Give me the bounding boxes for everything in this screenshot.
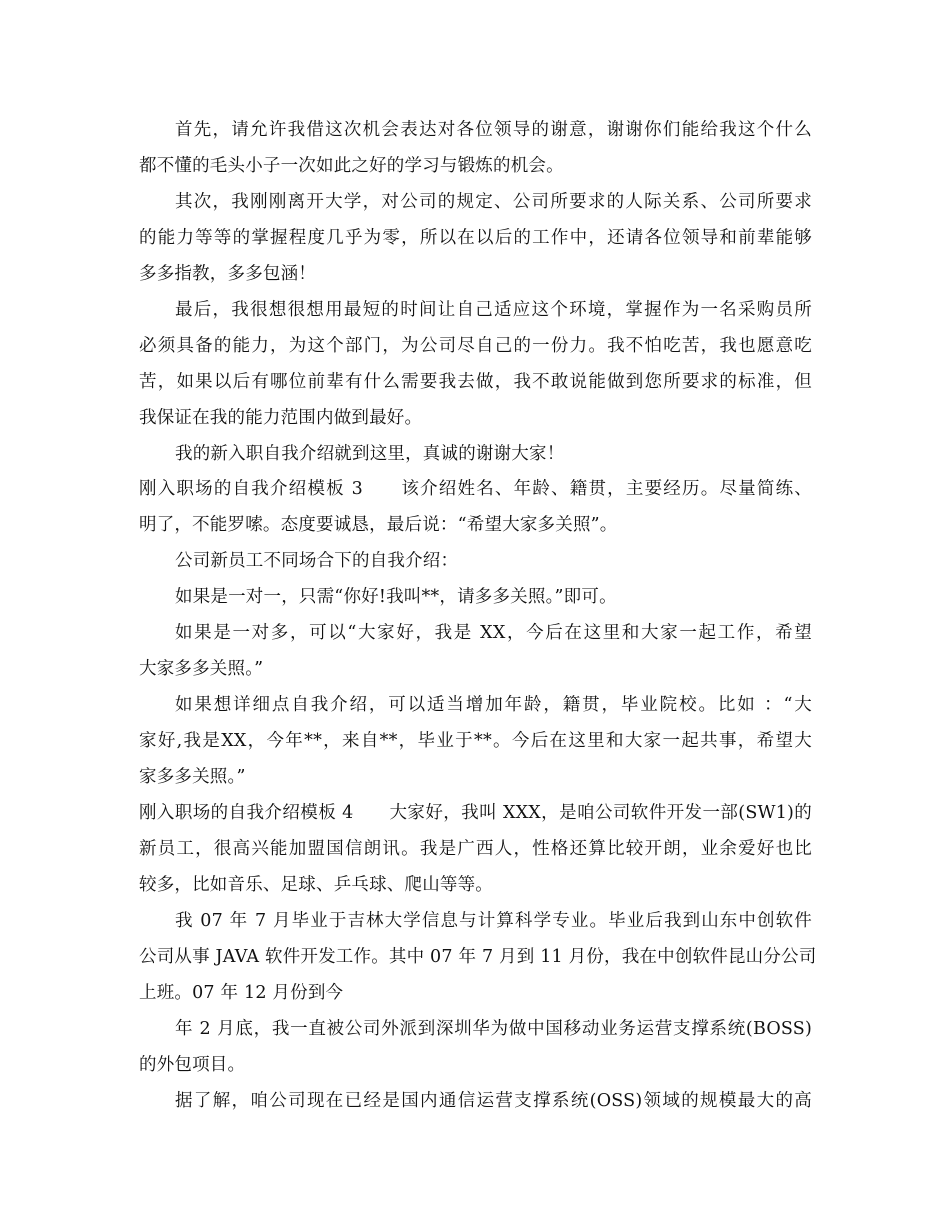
paragraph-line: 新员工，很高兴能加盟国信朗讯。我是广西人，性格还算比较开朗，业余爱好也比	[139, 839, 812, 859]
paragraph-line: 我保证在我的能力范围内做到最好。	[139, 408, 423, 428]
paragraph-line: 我的新入职自我介绍就到这里，真诚的谢谢大家！	[175, 444, 565, 464]
section-heading-line: 刚入职场的自我介绍模板 4 大家好，我叫 XXX，是咱公司软件开发一部(SW1)的	[139, 803, 812, 823]
paragraph-line: 如果想详细点自我介绍，可以适当增加年龄，籍贯，毕业院校。比如 ：“大	[175, 695, 812, 715]
paragraph-line: 较多，比如音乐、足球、乒乓球、爬山等等。	[139, 875, 493, 895]
paragraph-line: 家多多关照。”	[139, 767, 246, 787]
paragraph-line: 其次，我刚刚离开大学，对公司的规定、公司所要求的人际关系、公司所要求	[175, 192, 812, 212]
paragraph-line: 最后，我很想很想用最短的时间让自己适应这个环境，掌握作为一名采购员所	[175, 300, 812, 320]
paragraph-line: 上班。07 年 12 月份到今	[139, 983, 344, 1003]
paragraph-line: 公司新员工不同场合下的自我介绍：	[175, 551, 459, 571]
section-heading-line: 刚入职场的自我介绍模板 3 该介绍姓名、年龄、籍贯，主要经历。尽量简练、	[139, 479, 812, 499]
paragraph-line: 如果是一对多，可以“大家好，我是 XX，今后在这里和大家一起工作，希望	[175, 623, 812, 643]
paragraph-line: 苦，如果以后有哪位前辈有什么需要我去做，我不敢说能做到您所要求的标准，但	[139, 372, 812, 392]
paragraph-line: 的外包项目。	[139, 1055, 246, 1075]
paragraph-line: 都不懂的毛头小子一次如此之好的学习与锻炼的机会。	[139, 156, 564, 176]
paragraph-line: 我 07 年 7 月毕业于吉林大学信息与计算科学专业。毕业后我到山东中创软件	[175, 911, 812, 931]
paragraph-line: 如果是一对一，只需“你好!我叫**，请多多关照。”即可。	[175, 587, 617, 607]
paragraph-line: 多多指教，多多包涵！	[139, 264, 316, 284]
paragraph-line: 家好,我是XX，今年**，来自**，毕业于**。今后在这里和大家一起共事，希望大	[139, 731, 812, 751]
paragraph-line: 必须具备的能力，为这个部门，为公司尽自己的一份力。我不怕吃苦，我也愿意吃	[139, 336, 812, 356]
paragraph-line: 的能力等等的掌握程度几乎为零，所以在以后的工作中，还请各位领导和前辈能够	[139, 228, 812, 248]
paragraph-line: 明了，不能罗嗦。态度要诚恳，最后说：“希望大家多关照”。	[139, 515, 618, 535]
paragraph-line: 年 2 月底，我一直被公司外派到深圳华为做中国移动业务运营支撑系统(BOSS)	[175, 1019, 812, 1039]
paragraph-line: 据了解，咱公司现在已经是国内通信运营支撑系统(OSS)领域的规模最大的高	[175, 1091, 812, 1111]
paragraph-line: 大家多多关照。”	[139, 659, 264, 679]
paragraph-line: 首先，请允许我借这次机会表达对各位领导的谢意，谢谢你们能给我这个什么	[175, 120, 812, 140]
paragraph-line: 公司从事 JAVA 软件开发工作。其中 07 年 7 月到 11 月份，我在中创软件昆山分公司	[139, 947, 817, 967]
